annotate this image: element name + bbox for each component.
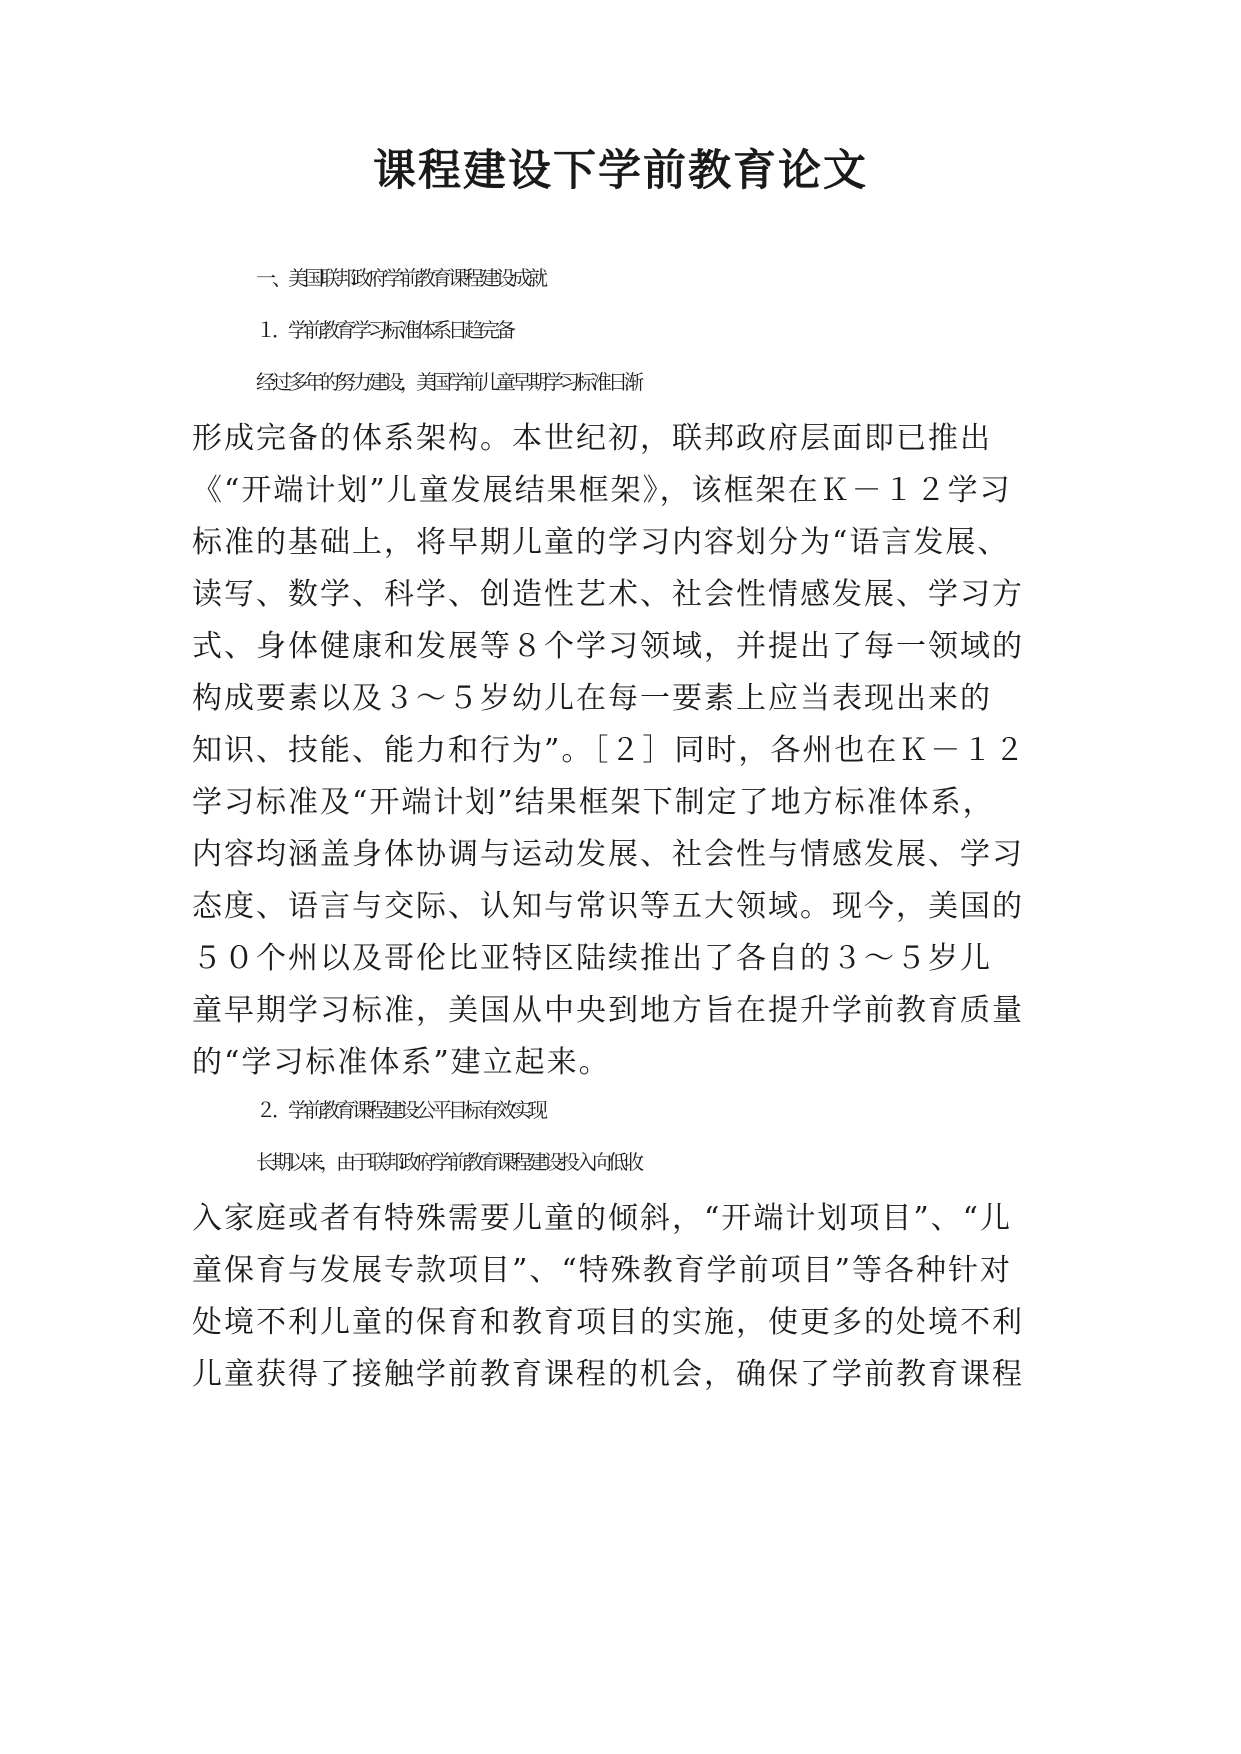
paragraph-line: 的“学习标准体系”建立起来。 (192, 1045, 611, 1080)
paragraph-line: 知识、技能、能力和行为”。［２］同时，各州也在Ｋ－１２ (192, 733, 1027, 768)
paragraph-line: 态度、语言与交际、认知与常识等五大领域。现今，美国的 (192, 889, 1024, 924)
paragraph-line: 童保育与发展专款项目”、“特殊教育学前项目”等各种针对 (192, 1253, 1013, 1288)
paragraph-line: 构成要素以及３～５岁幼儿在每一要素上应当表现出来的 (192, 681, 992, 716)
page-title: 课程建设下学前教育论文 (373, 146, 868, 196)
paragraph-line: 内容均涵盖身体协调与运动发展、社会性与情感发展、学习 (192, 837, 1024, 872)
paragraph-line: 长期以来，由于联邦政府学前教育课程建设投入向低收 (256, 1150, 640, 1174)
paragraph-line: 标准的基础上，将早期儿童的学习内容划分为“语言发展、 (192, 525, 1010, 560)
paragraph-line: ５０个州以及哥伦比亚特区陆续推出了各自的３～５岁儿 (192, 941, 992, 976)
paragraph-line: 《“开端计划”儿童发展结果框架》，该框架在Ｋ－１２学习 (192, 473, 1012, 508)
paragraph-line: 儿童获得了接触学前教育课程的机会，确保了学前教育课程 (192, 1357, 1024, 1392)
paragraph-line: 式、身体健康和发展等８个学习领域，并提出了每一领域的 (192, 629, 1024, 664)
subsection-heading: １．学前教育学习标准体系日趋完备 (256, 318, 512, 342)
subsection-heading: ２．学前教育课程建设公平目标有效实现 (256, 1098, 544, 1122)
paragraph-line: 处境不利儿童的保育和教育项目的实施，使更多的处境不利 (192, 1305, 1024, 1340)
paragraph-line: 入家庭或者有特殊需要儿童的倾斜，“开端计划项目”、“儿 (192, 1201, 1013, 1236)
paragraph-line: 读写、数学、科学、创造性艺术、社会性情感发展、学习方 (192, 577, 1024, 612)
paragraph-line: 形成完备的体系架构。本世纪初，联邦政府层面即已推出 (192, 421, 992, 456)
paragraph-line: 经过多年的努力建设，美国学前儿童早期学习标准日渐 (256, 370, 640, 394)
paragraph-line: 学习标准及“开端计划”结果框架下制定了地方标准体系， (192, 785, 995, 820)
section-heading: 一、美国联邦政府学前教育课程建设成就 (256, 266, 544, 290)
paragraph-line: 童早期学习标准，美国从中央到地方旨在提升学前教育质量 (192, 993, 1024, 1028)
